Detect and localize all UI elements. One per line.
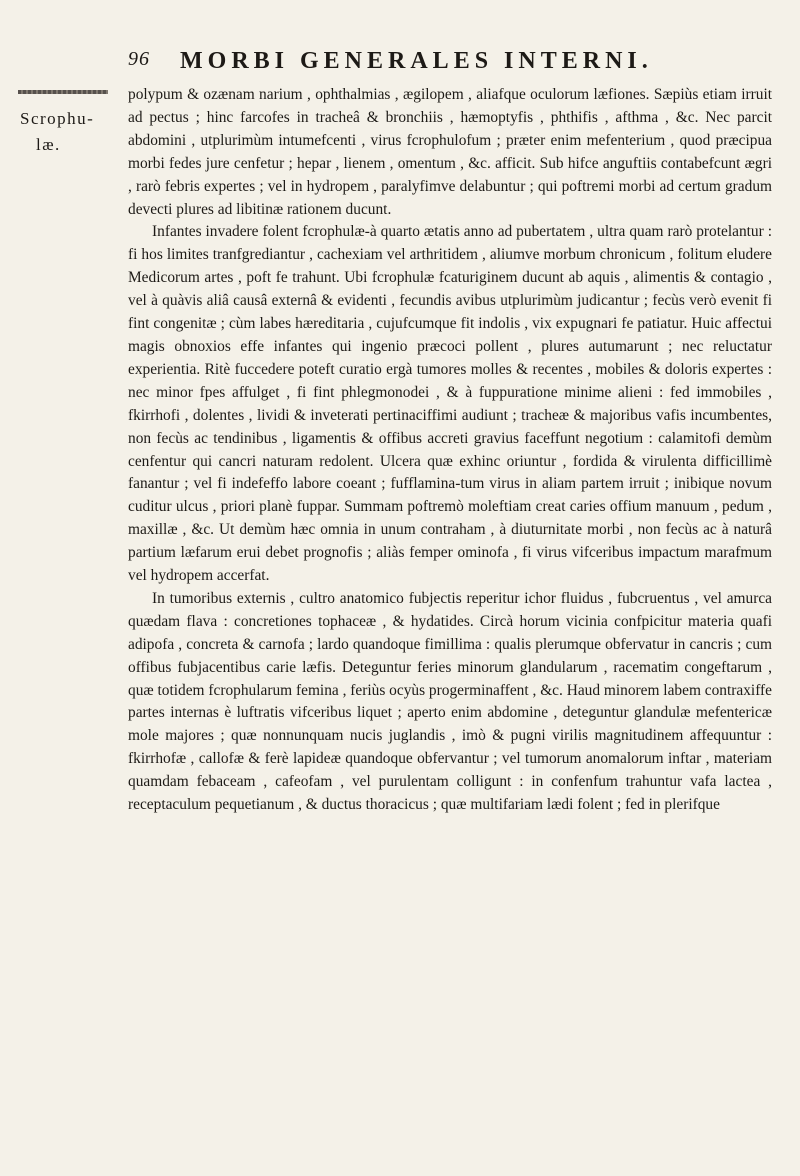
paragraph-continuation: polypum & ozænam narium , ophthalmias , ægilopem , aliafque oculorum læfiones. Sæpiùs etiam irruit ad pectus ; hinc farcofes in tracheâ & bronchiis , hæmoptyfis , phthifis , afthma , &c. Nec parcit abdomini , utplurimùm intumefcenti , virus fcrophulofum ; præter enim mefenterium , quod præcipua morbi fedes jure cenfetur ; hepar , lienem , omentum , &c. afficit. Sub hifce anguftiis contabefcunt ægri , rarò febris expertes ; vel in hydropem , paralyfimve delabuntur ; qui poftremi morbi ad certum gradum devecti plures ad libitinæ rationem ducunt. [128, 86, 772, 218]
page-number: 96 [128, 48, 150, 70]
margin-ornament-rule [18, 90, 108, 94]
paragraph-prognosis: Infantes invadere folent fcrophulæ-à quarto ætatis anno ad pubertatem , ultra quam rarò protelantur : fi hos limites tranfgrediantur , cachexiam vel arthritidem , aliumve morbum chronicum , folitum eludere Medicorum artes , poft fe trahunt. Ubi fcrophulæ fcaturiginem ducunt ab aquis , alimentis & contagio , vel à quàvis aliâ causâ externâ & evidenti , fecundis avibus utplurimùm judicantur ; fecùs verò evenit fi fint congenitæ ; cùm labes hæreditaria , cujufcumque fit indolis , vix expugnari fe patiatur. Huic affectui magis obnoxios effe infantes qui ingenio præcoci pollent , plures autumarunt ; nec reluctatur experientia. Ritè fuccedere poteft curatio ergà tumores molles & recentes , mobiles & doloris expertes : nec minor fpes affulget , fi fint phlegmonodei , & à fuppuratione minime alieni : fed immobiles , fkirrhofi , dolentes , lividi & inveterati pertinaciffimi audiunt ; tracheæ & majoribus vafis incumbentes, non fecùs ac tendinibus , ligamentis & offibus accreti gravius faceffunt negotium : calamitofi demùm cenfentur qui cancri naturam redolent. Ulcera quæ exhinc oriuntur , fordida & virulenta difficillimè fanantur ; vel fi indefeffo labore coeant ; fufflamina-tum virus in aliam partem irruit ; inibique novum cuditur ulcus , priori planè fuppar. Summam poftremò moleftiam creat caries offium manuum , pedum , maxillæ , &c. Ut demùm hæc omnia in unum contraham , à diuturnitate morbi , non fecùs ac à naturâ partium læfarum erui debet prognofis ; aliàs femper ominofa , fi virus vifceribus impactum marafmum vel hydropem accerfat. [128, 223, 772, 585]
margin-note-line: Scrophu- [20, 109, 95, 128]
body-text [128, 84, 772, 817]
margin-note-line: læ. [36, 135, 61, 154]
page-header [128, 48, 768, 78]
margin-note [20, 106, 120, 158]
paragraph-anatomy: In tumoribus externis , cultro anatomico fubjectis reperitur ichor fluidus , fubcruentus , vel amurca quædam flava : concretiones tophaceæ , & hydatides. Circà horum vicinia confpicitur materia quafi adipofa , concreta & carnofa ; lardo quandoque fimillima : qualis plerumque obfervatur in cancris ; cum offibus fubjacentibus carie læfis. Deteguntur feries minorum glandularum , racematim congeftarum , quæ totidem fcrophularum femina , feriùs ocyùs progerminaffent , &c. Haud minorem labem contraxiffe partes internas è luftratis vifceribus liquet ; aperto enim abdomine , deteguntur glandulæ mefentericæ mole majores ; quæ nonnunquam nucis juglandis , imò & pugni virilis magnitudinem affequuntur : fkirrhofæ , callofæ & ferè lapideæ quandoque obfervantur ; vel tumorum anomalorum inftar , materiam quamdam febaceam , cafeofam , vel purulentam colligunt : in confenfum trahuntur vafa lactea , receptaculum pequetianum , & ductus thoracicus ; quæ multifariam lædi folent ; fed in plerifque [128, 589, 772, 814]
running-title: MORBI GENERALES INTERNI. [180, 48, 653, 74]
